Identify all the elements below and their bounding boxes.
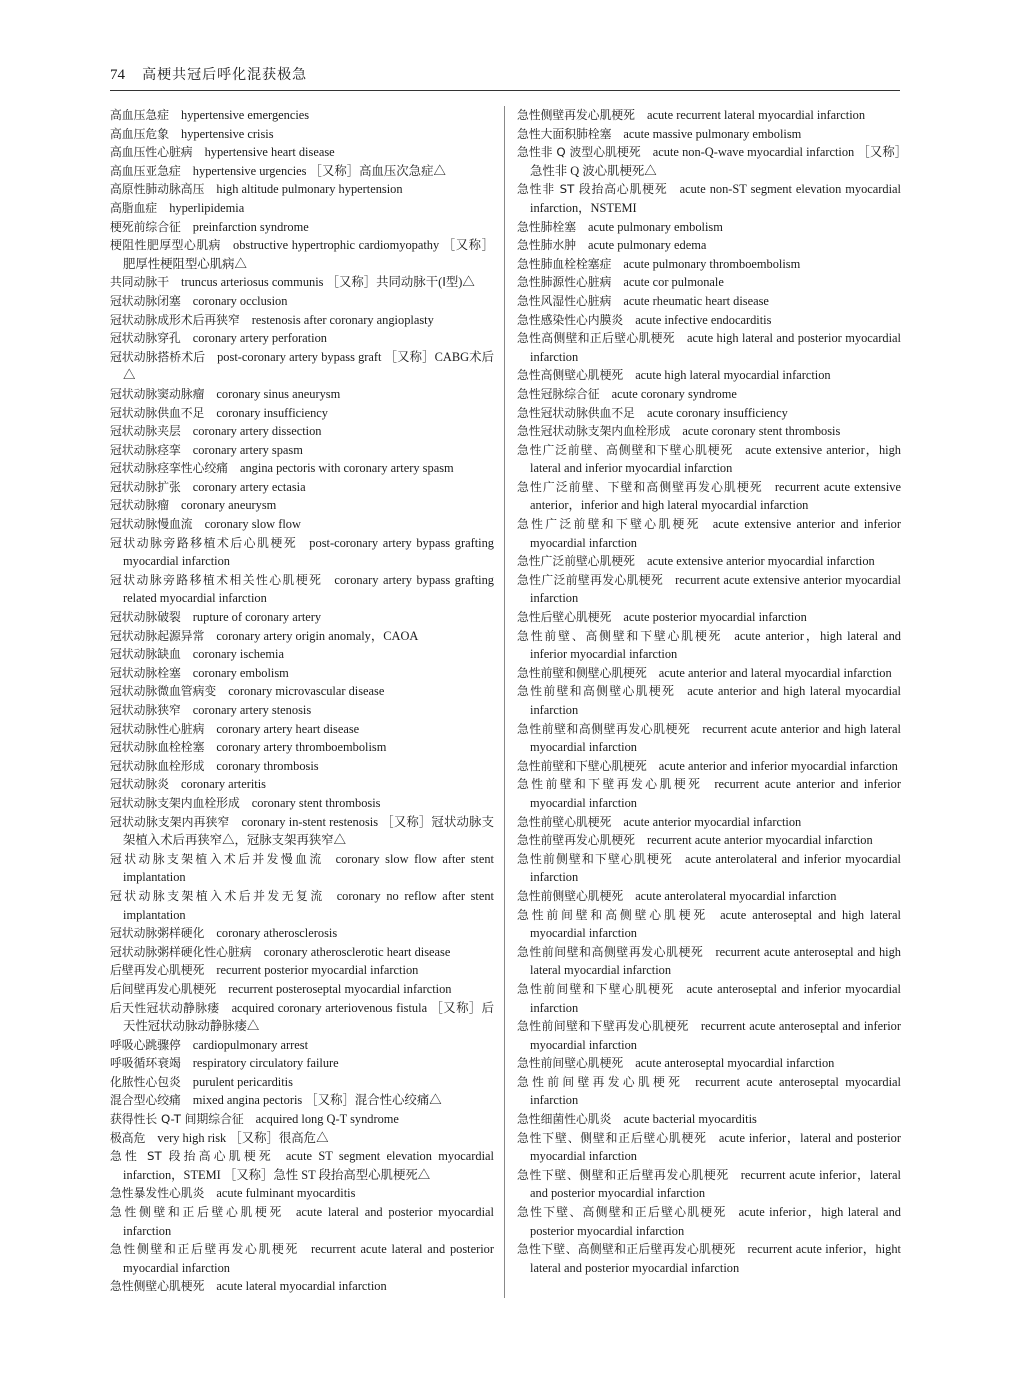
term-english: rupture of coronary artery bbox=[192, 610, 322, 625]
glossary-entry bbox=[110, 496, 494, 515]
term-chinese: 共同动脉干 bbox=[110, 275, 169, 290]
term-chinese: 混合型心绞痛 bbox=[110, 1093, 181, 1108]
term-chinese: 高原性肺动脉高压 bbox=[110, 182, 205, 197]
glossary-entry bbox=[517, 813, 901, 832]
term-english: recurrent acute extensive anterior myocardial infarction bbox=[530, 572, 901, 606]
term-chinese: 急性前间壁再发心肌梗死 bbox=[517, 1074, 684, 1089]
glossary-entry bbox=[110, 645, 494, 664]
term-chinese: 急性广泛前壁心肌梗死 bbox=[517, 554, 635, 569]
term-english: coronary microvascular disease bbox=[228, 684, 385, 699]
term-chinese: 冠状动脉狭窄 bbox=[110, 703, 181, 717]
term-chinese: 冠状动脉搭桥术后 bbox=[110, 349, 206, 364]
term-english: acute recurrent lateral myocardial infarction bbox=[646, 108, 866, 122]
term-english: respiratory circulatory failure bbox=[192, 1056, 339, 1071]
term-chinese: 冠状动脉粥样硬化性心脏病 bbox=[110, 944, 252, 959]
glossary-entry bbox=[110, 813, 494, 850]
glossary-entry bbox=[517, 180, 901, 217]
term-chinese: 急性冠状动脉供血不足 bbox=[517, 405, 635, 420]
term-english: recurrent acute inferior，lateral and posterior myocardial infarction bbox=[530, 1167, 901, 1201]
term-english: acute inferior，lateral and posterior myocardial infarction bbox=[530, 1130, 901, 1164]
term-english: acute anterior and inferior myocardial infarction bbox=[658, 758, 898, 773]
term-chinese: 急性前间壁和下壁再发心肌梗死 bbox=[517, 1019, 689, 1034]
term-chinese: 急性前壁、高侧壁和下壁心肌梗死 bbox=[517, 628, 723, 643]
term-chinese: 急性侧壁心肌梗死 bbox=[110, 1279, 205, 1294]
glossary-entry bbox=[517, 775, 901, 812]
glossary-entry bbox=[517, 311, 901, 330]
term-chinese: 急性前壁和高侧壁再发心肌梗死 bbox=[517, 721, 691, 736]
term-chinese: 冠状动脉穿孔 bbox=[110, 331, 181, 346]
glossary-entry bbox=[110, 180, 494, 199]
term-chinese: 冠状动脉窦动脉瘤 bbox=[110, 386, 205, 401]
term-english: coronary atherosclerosis bbox=[216, 926, 338, 941]
term-chinese: 急性侧壁和正后壁再发心肌梗死 bbox=[110, 1242, 300, 1257]
term-chinese: 急性下壁、侧壁和正后壁心肌梗死 bbox=[517, 1130, 707, 1145]
term-english: acute cor pulmonale bbox=[623, 275, 724, 290]
term-english: coronary embolism bbox=[192, 665, 289, 680]
glossary-entry bbox=[110, 348, 494, 385]
glossary-entry bbox=[517, 441, 901, 478]
glossary-entry bbox=[110, 794, 494, 813]
glossary-entry bbox=[517, 720, 901, 757]
glossary-entry bbox=[110, 943, 494, 962]
term-english: hypertensive heart disease bbox=[204, 145, 335, 160]
glossary-entry bbox=[110, 701, 494, 720]
term-chinese: 冠状动脉支架内血栓形成 bbox=[110, 795, 240, 810]
term-english: coronary artery bypass grafting related myocardial infarction bbox=[123, 572, 494, 606]
term-english: acute extensive anterior，high lateral and inferior myocardial infarction bbox=[530, 442, 901, 476]
glossary-entry bbox=[517, 831, 901, 850]
term-chinese: 冠状动脉供血不足 bbox=[110, 405, 205, 420]
glossary-entry bbox=[110, 143, 494, 162]
term-english: coronary ischemia bbox=[192, 647, 284, 662]
term-english: coronary slow flow after stent implantation bbox=[123, 851, 494, 885]
term-chinese: 急性前侧壁和下壁心肌梗死 bbox=[517, 851, 673, 866]
glossary-entry bbox=[110, 422, 494, 441]
right-column bbox=[517, 106, 901, 1277]
glossary-entry bbox=[110, 1054, 494, 1073]
term-chinese: 急性肺水肿 bbox=[517, 238, 576, 253]
term-english: coronary slow flow bbox=[204, 517, 301, 532]
term-chinese: 急性广泛前壁、高侧壁和下壁心肌梗死 bbox=[517, 442, 734, 457]
term-english: acute pulmonary edema bbox=[588, 238, 707, 253]
term-english: acute anteroseptal and high lateral myocardial infarction bbox=[530, 907, 901, 941]
glossary-entry bbox=[517, 552, 901, 571]
glossary-entry bbox=[110, 441, 494, 460]
term-chinese: 高血压亚急症 bbox=[110, 163, 181, 178]
term-chinese: 急性下壁、侧壁和正后壁再发心肌梗死 bbox=[517, 1167, 729, 1182]
term-chinese: 高血压性心脏病 bbox=[110, 145, 193, 160]
term-chinese: 冠状动脉血栓形成 bbox=[110, 758, 205, 773]
term-english: recurrent acute lateral and posterior myocardial infarction bbox=[123, 1242, 494, 1275]
glossary-entry bbox=[517, 1017, 901, 1054]
term-english: coronary aneurysm bbox=[181, 498, 277, 513]
glossary-entry bbox=[110, 1147, 494, 1184]
term-chinese: 高血压危象 bbox=[110, 126, 169, 141]
glossary-entry bbox=[517, 404, 901, 423]
glossary-entry bbox=[517, 385, 901, 404]
term-english: coronary stent thrombosis bbox=[251, 795, 381, 810]
term-english: acute high lateral myocardial infarction bbox=[635, 368, 831, 383]
glossary-entry bbox=[110, 961, 494, 980]
term-english: recurrent acute anterior and inferior myocardial infarction bbox=[530, 777, 901, 810]
term-english: acute ST segment elevation myocardial infarction，STEMI ［又称］急性 ST 段抬高型心肌梗死△ bbox=[123, 1149, 495, 1182]
term-chinese: 急性冠脉综合征 bbox=[517, 386, 600, 401]
glossary-entry bbox=[110, 404, 494, 423]
glossary-entry bbox=[517, 943, 901, 980]
term-chinese: 急性前壁和下壁心肌梗死 bbox=[517, 758, 647, 773]
term-chinese: 冠状动脉支架植入术后并发无复流 bbox=[110, 888, 325, 903]
glossary-entry bbox=[517, 757, 901, 776]
term-chinese: 急性前壁和下壁再发心肌梗死 bbox=[517, 777, 703, 792]
glossary-entry bbox=[517, 273, 901, 292]
glossary-entry bbox=[110, 1110, 494, 1129]
term-english: recurrent acute extensive anterior，inferior and high lateral myocardial infarction bbox=[530, 479, 901, 513]
term-chinese: 冠状动脉夹层 bbox=[110, 424, 181, 439]
term-chinese: 后天性冠状动静脉瘘 bbox=[110, 1000, 220, 1015]
term-english: coronary artery spasm bbox=[192, 442, 303, 457]
glossary-entry bbox=[110, 980, 494, 999]
glossary-entry bbox=[110, 1036, 494, 1055]
glossary-entry bbox=[110, 534, 494, 571]
glossary-entry bbox=[110, 682, 494, 701]
term-english: coronary atherosclerotic heart disease bbox=[263, 944, 451, 959]
glossary-entry bbox=[517, 1110, 901, 1129]
term-chinese: 急性 ST 段抬高心肌梗死 bbox=[110, 1149, 274, 1164]
term-chinese: 急性前壁和高侧壁心肌梗死 bbox=[517, 684, 676, 699]
term-english: coronary artery dissection bbox=[192, 424, 322, 439]
term-chinese: 冠状动脉栓塞 bbox=[110, 665, 181, 680]
term-chinese: 急性暴发性心肌炎 bbox=[110, 1186, 205, 1201]
glossary-entry bbox=[517, 1240, 901, 1277]
glossary-entry bbox=[110, 571, 494, 608]
glossary-entry bbox=[517, 125, 901, 144]
term-english: acute anterior，high lateral and inferior myocardial infarction bbox=[530, 628, 901, 662]
glossary-entry bbox=[110, 999, 494, 1036]
term-english: acute infective endocarditis bbox=[635, 312, 772, 327]
glossary-entry bbox=[110, 106, 494, 125]
term-english: coronary artery stenosis bbox=[192, 703, 312, 717]
glossary-entry bbox=[110, 515, 494, 534]
term-chinese: 冠状动脉痉挛 bbox=[110, 442, 181, 457]
glossary-entry bbox=[110, 664, 494, 683]
glossary-entry bbox=[517, 1203, 901, 1240]
term-english: acute high lateral and posterior myocardial infarction bbox=[530, 331, 901, 364]
page-header bbox=[110, 64, 900, 91]
glossary-entry bbox=[517, 236, 901, 255]
glossary-entry bbox=[517, 664, 901, 683]
term-english: acute pulmonary thromboembolism bbox=[623, 256, 801, 271]
glossary-entry bbox=[517, 255, 901, 274]
term-english: acute anterolateral and inferior myocardial infarction bbox=[530, 851, 901, 885]
term-english: coronary arteritis bbox=[181, 777, 266, 792]
glossary-entry bbox=[517, 422, 901, 441]
glossary-entry bbox=[517, 1129, 901, 1166]
glossary-entry bbox=[110, 329, 494, 348]
glossary-entry bbox=[110, 459, 494, 478]
glossary-entry bbox=[110, 236, 494, 273]
term-english: acute rheumatic heart disease bbox=[623, 293, 769, 308]
term-english: acute fulminant myocarditis bbox=[216, 1186, 356, 1201]
term-english: coronary in-stent restenosis ［又称］冠状动脉支架植入术后再狭窄△，冠脉支架再狭窄△ bbox=[123, 814, 494, 848]
glossary-entry bbox=[110, 218, 494, 237]
term-english: acute non-Q-wave myocardial infarction ［又称］急性非 Q 波心肌梗死△ bbox=[530, 145, 901, 178]
term-chinese: 急性高侧壁和正后壁心肌梗死 bbox=[517, 331, 675, 346]
glossary-entry bbox=[517, 515, 901, 552]
term-chinese: 化脓性心包炎 bbox=[110, 1074, 181, 1089]
term-english: hypertensive urgencies ［又称］高血压次急症△ bbox=[192, 163, 446, 178]
term-english: acute massive pulmonary embolism bbox=[623, 126, 802, 141]
glossary-entry bbox=[110, 757, 494, 776]
term-english: acquired coronary arteriovenous fistula ［又称］后天性冠状动脉动静脉瘘△ bbox=[123, 1000, 494, 1034]
glossary-entry bbox=[517, 106, 901, 125]
term-chinese: 急性肺源性心脏病 bbox=[517, 275, 612, 290]
term-english: coronary insufficiency bbox=[216, 405, 328, 420]
glossary-entry bbox=[110, 850, 494, 887]
term-chinese: 急性前壁心肌梗死 bbox=[517, 814, 612, 829]
term-english: acute lateral and posterior myocardial infarction bbox=[123, 1205, 494, 1238]
glossary-entry bbox=[517, 608, 901, 627]
term-english: recurrent acute anteroseptal and inferior myocardial infarction bbox=[530, 1019, 901, 1052]
term-chinese: 冠状动脉粥样硬化 bbox=[110, 926, 205, 941]
term-english: coronary artery origin anomaly，CAOA bbox=[216, 628, 419, 643]
term-english: coronary artery perforation bbox=[192, 331, 327, 346]
term-chinese: 急性风湿性心脏病 bbox=[517, 293, 612, 308]
term-chinese: 后壁再发心肌梗死 bbox=[110, 963, 205, 978]
term-english: acute lateral myocardial infarction bbox=[216, 1279, 387, 1294]
term-chinese: 急性细菌性心肌炎 bbox=[517, 1112, 612, 1127]
term-english: acute coronary insufficiency bbox=[646, 405, 788, 420]
term-english: acute coronary stent thrombosis bbox=[682, 424, 841, 439]
term-chinese: 高血压急症 bbox=[110, 108, 169, 122]
glossary-entry bbox=[110, 1091, 494, 1110]
term-english: post-coronary artery bypass graft ［又称］CABG术后△ bbox=[123, 349, 494, 383]
glossary-entry bbox=[110, 273, 494, 292]
glossary-entry bbox=[517, 850, 901, 887]
glossary-entry bbox=[110, 478, 494, 497]
term-chinese: 冠状动脉破裂 bbox=[110, 610, 181, 625]
term-chinese: 急性前间壁和高侧壁心肌梗死 bbox=[517, 907, 709, 922]
term-chinese: 梗死前综合征 bbox=[110, 219, 181, 234]
glossary-entry bbox=[517, 366, 901, 385]
term-english: truncus arteriosus communis ［又称］共同动脉干(Ⅰ型)△ bbox=[181, 275, 475, 290]
glossary-entry bbox=[110, 720, 494, 739]
page-number: 74 bbox=[110, 67, 125, 83]
column-divider bbox=[504, 106, 505, 1298]
term-chinese: 冠状动脉痉挛性心绞痛 bbox=[110, 461, 228, 476]
term-english: acute extensive anterior and inferior myocardial infarction bbox=[530, 517, 901, 550]
term-english: recurrent acute inferior，hight lateral and posterior myocardial infarction bbox=[530, 1242, 901, 1275]
glossary-entry bbox=[517, 682, 901, 719]
term-chinese: 冠状动脉性心脏病 bbox=[110, 721, 205, 736]
term-english: obstructive hypertrophic cardiomyopathy ［又称］肥厚性梗阻型心肌病△ bbox=[123, 238, 494, 271]
term-english: acute anterolateral myocardial infarction bbox=[635, 888, 837, 903]
glossary-entry bbox=[110, 1203, 494, 1240]
term-chinese: 急性广泛前壁和下壁心肌梗死 bbox=[517, 517, 701, 532]
glossary-entry bbox=[110, 1073, 494, 1092]
glossary-entry bbox=[517, 292, 901, 311]
term-chinese: 急性感染性心内膜炎 bbox=[517, 312, 624, 327]
term-english: acute anterior and high lateral myocardial infarction bbox=[530, 684, 901, 717]
term-chinese: 后间壁再发心肌梗死 bbox=[110, 981, 217, 996]
term-chinese: 冠状动脉扩张 bbox=[110, 479, 181, 494]
glossary-entry bbox=[517, 329, 901, 366]
term-chinese: 冠状动脉旁路移植术后心肌梗死 bbox=[110, 535, 298, 550]
term-chinese: 冠状动脉炎 bbox=[110, 777, 169, 792]
term-chinese: 冠状动脉支架内再狭窄 bbox=[110, 814, 230, 829]
term-english: acute anteroseptal myocardial infarction bbox=[635, 1056, 835, 1071]
term-english: acquired long Q-T syndrome bbox=[255, 1112, 399, 1127]
term-chinese: 冠状动脉缺血 bbox=[110, 647, 181, 662]
glossary-entry bbox=[110, 162, 494, 181]
glossary-entry bbox=[517, 143, 901, 180]
term-chinese: 急性冠状动脉支架内血栓形成 bbox=[517, 424, 671, 439]
term-english: cardiopulmonary arrest bbox=[192, 1037, 309, 1052]
glossary-entry bbox=[110, 125, 494, 144]
glossary-entry bbox=[517, 571, 901, 608]
glossary-entry bbox=[517, 218, 901, 237]
term-english: acute anterior myocardial infarction bbox=[623, 814, 802, 829]
term-english: coronary sinus aneurysm bbox=[216, 386, 341, 401]
term-chinese: 急性侧壁和正后壁心肌梗死 bbox=[110, 1205, 285, 1220]
term-english: high altitude pulmonary hypertension bbox=[216, 182, 403, 197]
glossary-entry bbox=[110, 311, 494, 330]
term-chinese: 呼吸心跳骤停 bbox=[110, 1037, 181, 1052]
glossary-entry bbox=[110, 292, 494, 311]
term-english: acute bacterial myocarditis bbox=[623, 1112, 757, 1127]
term-chinese: 冠状动脉旁路移植术相关性心肌梗死 bbox=[110, 572, 323, 587]
term-chinese: 冠状动脉起源异常 bbox=[110, 628, 205, 643]
glossary-entry bbox=[110, 1277, 494, 1296]
term-chinese: 冠状动脉支架植入术后并发慢血流 bbox=[110, 851, 324, 866]
term-chinese: 急性高侧壁心肌梗死 bbox=[517, 368, 624, 383]
term-chinese: 冠状动脉慢血流 bbox=[110, 517, 193, 532]
term-chinese: 急性前间壁和高侧壁再发心肌梗死 bbox=[517, 944, 704, 959]
glossary-entry bbox=[517, 1073, 901, 1110]
glossary-entry bbox=[110, 1240, 494, 1277]
term-chinese: 急性下壁、高侧壁和正后壁再发心肌梗死 bbox=[517, 1242, 736, 1257]
term-chinese: 急性前间壁心肌梗死 bbox=[517, 1056, 624, 1071]
term-english: hypertensive emergencies bbox=[181, 108, 310, 122]
glossary-entry bbox=[110, 627, 494, 646]
term-chinese: 冠状动脉微血管病变 bbox=[110, 684, 217, 699]
term-chinese: 冠状动脉瘤 bbox=[110, 498, 169, 513]
term-chinese: 极高危 bbox=[110, 1130, 146, 1145]
glossary-entry bbox=[110, 887, 494, 924]
glossary-entry bbox=[110, 199, 494, 218]
term-chinese: 急性前侧壁心肌梗死 bbox=[517, 888, 624, 903]
term-english: coronary thrombosis bbox=[216, 758, 319, 773]
term-english: acute pulmonary embolism bbox=[588, 219, 723, 234]
term-chinese: 冠状动脉成形术后再狭窄 bbox=[110, 312, 240, 327]
term-chinese: 急性肺栓塞 bbox=[517, 219, 576, 234]
term-english: recurrent posterior myocardial infarction bbox=[216, 963, 419, 978]
term-chinese: 急性前壁再发心肌梗死 bbox=[517, 833, 635, 848]
term-chinese: 急性后壁心肌梗死 bbox=[517, 610, 612, 625]
term-english: purulent pericarditis bbox=[192, 1074, 293, 1089]
glossary-entry bbox=[517, 906, 901, 943]
term-chinese: 急性非 ST 段抬高心肌梗死 bbox=[517, 182, 668, 197]
glossary-entry bbox=[517, 1166, 901, 1203]
term-chinese: 急性广泛前壁、下壁和高侧壁再发心肌梗死 bbox=[517, 479, 763, 494]
term-chinese: 高脂血症 bbox=[110, 200, 158, 215]
term-chinese: 急性广泛前壁再发心肌梗死 bbox=[517, 572, 664, 587]
glossary-entry bbox=[110, 924, 494, 943]
term-english: post-coronary artery bypass grafting myocardial infarction bbox=[123, 535, 494, 569]
term-english: recurrent acute anterior and high lateral myocardial infarction bbox=[530, 721, 901, 755]
glossary-entry bbox=[110, 775, 494, 794]
term-english: acute anterior and lateral myocardial infarction bbox=[658, 665, 892, 680]
term-english: very high risk ［又称］很高危△ bbox=[157, 1130, 329, 1145]
glossary-entry bbox=[110, 608, 494, 627]
term-english: acute extensive anterior myocardial infarction bbox=[646, 554, 875, 569]
term-english: hyperlipidemia bbox=[169, 200, 245, 215]
term-chinese: 急性下壁、高侧壁和正后壁心肌梗死 bbox=[517, 1205, 727, 1220]
term-english: acute posterior myocardial infarction bbox=[623, 610, 807, 625]
term-english: coronary artery heart disease bbox=[216, 721, 360, 736]
term-english: recurrent acute anterior myocardial infarction bbox=[646, 833, 873, 848]
glossary-entry bbox=[517, 980, 901, 1017]
term-english: recurrent acute anteroseptal and high lateral myocardial infarction bbox=[530, 944, 901, 978]
glossary-entry bbox=[110, 385, 494, 404]
term-english: angina pectoris with coronary artery spasm bbox=[239, 461, 454, 476]
term-english: acute anteroseptal and inferior myocardial infarction bbox=[530, 981, 901, 1015]
term-chinese: 急性非 Q 波型心肌梗死 bbox=[517, 145, 641, 160]
term-chinese: 急性前间壁和下壁心肌梗死 bbox=[517, 981, 675, 996]
term-english: coronary occlusion bbox=[192, 293, 288, 308]
running-title: 高梗共冠后呼化混获极急 bbox=[142, 67, 308, 83]
glossary-entry bbox=[517, 478, 901, 515]
term-english: coronary artery ectasia bbox=[192, 479, 306, 494]
glossary-entry bbox=[110, 738, 494, 757]
term-chinese: 急性侧壁再发心肌梗死 bbox=[517, 108, 635, 122]
term-english: acute inferior，high lateral and posterior myocardial infarction bbox=[530, 1205, 901, 1238]
term-english: acute coronary syndrome bbox=[611, 386, 737, 401]
term-chinese: 呼吸循环衰竭 bbox=[110, 1056, 181, 1071]
term-english: acute non-ST segment elevation myocardial infarction，NSTEMI bbox=[530, 182, 901, 215]
term-english: coronary no reflow after stent implantation bbox=[123, 888, 494, 922]
term-chinese: 冠状动脉闭塞 bbox=[110, 293, 181, 308]
term-chinese: 梗阻性肥厚型心肌病 bbox=[110, 238, 222, 253]
term-english: recurrent acute anteroseptal myocardial infarction bbox=[530, 1074, 901, 1108]
term-chinese: 获得性长 Q-T 间期综合征 bbox=[110, 1112, 244, 1127]
term-english: restenosis after coronary angioplasty bbox=[251, 312, 434, 327]
term-english: hypertensive crisis bbox=[181, 126, 274, 141]
term-chinese: 急性前壁和侧壁心肌梗死 bbox=[517, 665, 647, 680]
term-chinese: 冠状动脉血栓栓塞 bbox=[110, 740, 205, 755]
term-chinese: 急性大面积肺栓塞 bbox=[517, 126, 612, 141]
left-column bbox=[110, 106, 494, 1296]
glossary-entry bbox=[517, 1054, 901, 1073]
term-english: preinfarction syndrome bbox=[192, 219, 309, 234]
glossary-entry bbox=[110, 1129, 494, 1148]
term-english: recurrent posteroseptal myocardial infarction bbox=[228, 981, 452, 996]
glossary-entry bbox=[110, 1184, 494, 1203]
glossary-entry bbox=[517, 887, 901, 906]
term-english: coronary artery thromboembolism bbox=[216, 740, 387, 755]
glossary-entry bbox=[517, 627, 901, 664]
term-chinese: 急性肺血栓栓塞症 bbox=[517, 256, 612, 271]
term-english: mixed angina pectoris ［又称］混合性心绞痛△ bbox=[192, 1093, 442, 1108]
